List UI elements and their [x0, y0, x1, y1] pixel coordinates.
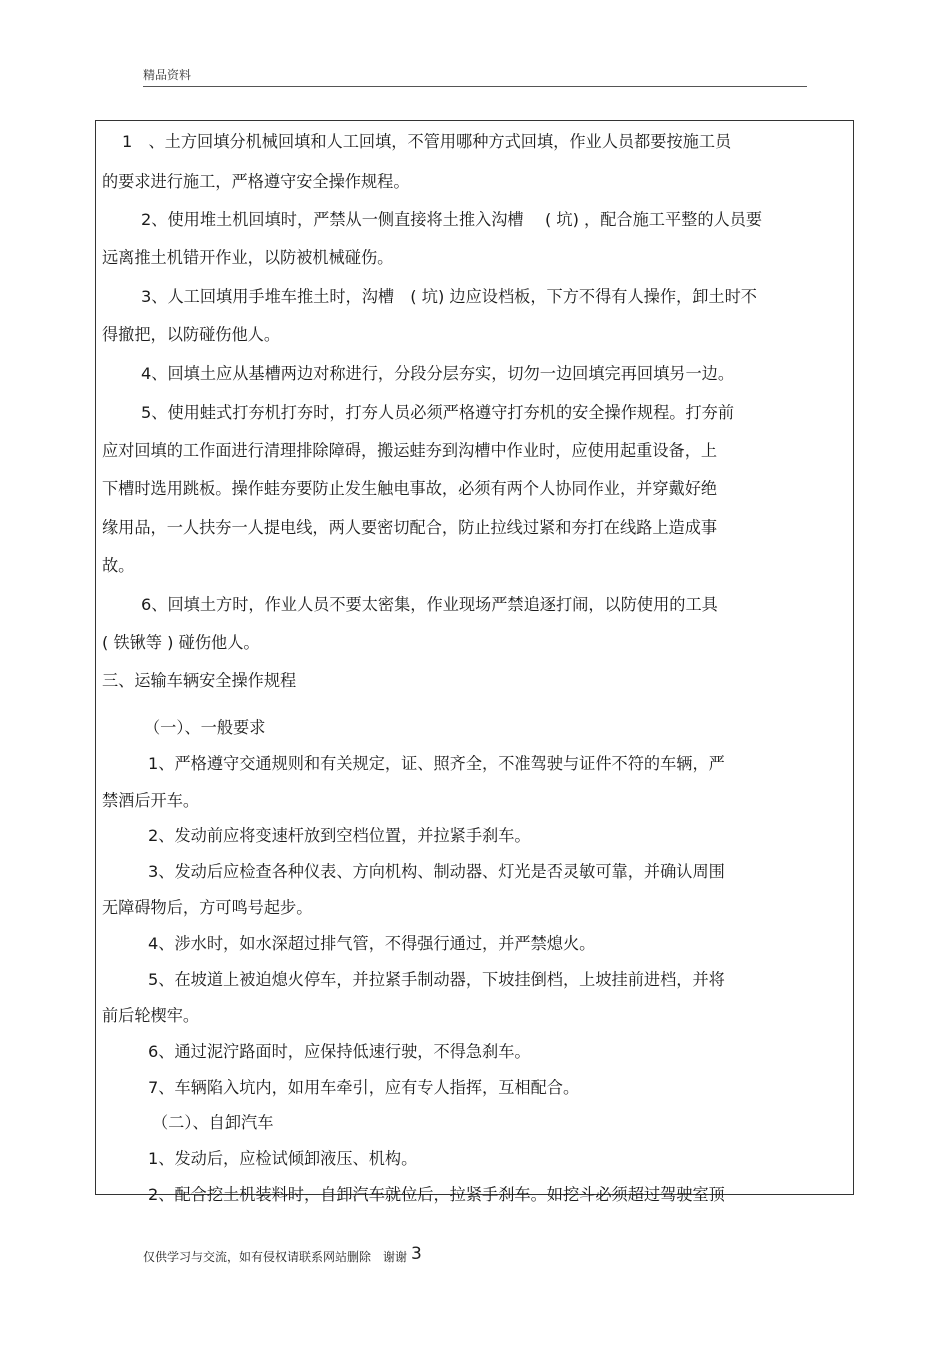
text-line: 缘用品，一人扶夯一人提电线，两人要密切配合，防止拉线过紧和夯打在线路上造成事 [102, 518, 718, 537]
page-number: 3 [411, 1244, 422, 1264]
text-line: 5、在坡道上被迫熄火停车，并拉紧手制动器，下坡挂倒档，上坡挂前进档，并将 [148, 970, 725, 989]
text-line: 应对回填的工作面进行清理排除障碍，搬运蛙夯到沟槽中作业时，应使用起重设备，上 [102, 441, 718, 460]
text-line: 得撤把，以防碰伤他人。 [102, 325, 281, 344]
text-line: 的要求进行施工，严格遵守安全操作规程。 [102, 172, 410, 191]
text-line: ( 铁锹等 ) 碰伤他人。 [102, 633, 260, 652]
text-line: 1、发动后，应检试倾卸液压、机构。 [148, 1149, 418, 1168]
text-line: 1 、土方回填分机械回填和人工回填，不管用哪种方式回填，作业人员都要按施工员 [122, 132, 732, 151]
text-line: 1、严格遵守交通规则和有关规定，证、照齐全，不准驾驶与证件不符的车辆，严 [148, 754, 725, 773]
content-box [95, 120, 854, 1204]
text-line: 6、回填土方时，作业人员不要太密集，作业现场严禁追逐打闹，以防使用的工具 [141, 595, 718, 614]
text-line: 4、回填土应从基槽两边对称进行，分段分层夯实，切勿一边回填完再回填另一边。 [141, 364, 735, 383]
text-line: 2、配合挖土机装料时，自卸汽车就位后，拉紧手刹车。如挖斗必须超过驾驶室顶 [148, 1185, 725, 1204]
text-line: 禁酒后开车。 [102, 791, 200, 810]
text-line: 3、人工回填用手堆车推土时，沟槽 ( 坑) 边应设档板，下方不得有人操作，卸土时不 [141, 287, 757, 306]
section-heading: 三、运输车辆安全操作规程 [102, 671, 297, 690]
text-line: 6、通过泥泞路面时，应保持低速行驶，不得急刹车。 [148, 1042, 531, 1061]
text-line: 前后轮楔牢。 [102, 1006, 200, 1025]
header-rule [143, 86, 807, 87]
text-line: 故。 [102, 556, 135, 575]
subsection-heading: （一）、一般要求 [144, 718, 266, 737]
text-line: 2、发动前应将变速杆放到空档位置，并拉紧手刹车。 [148, 826, 531, 845]
text-line: 2、使用堆土机回填时，严禁从一侧直接将土推入沟槽 ( 坑) ，配合施工平整的人员要 [141, 210, 763, 229]
header-label: 精品资料 [143, 68, 192, 82]
text-line: 下槽时选用跳板。操作蛙夯要防止发生触电事故，必须有两个人协同作业，并穿戴好绝 [102, 479, 718, 498]
text-line: 7、车辆陷入坑内，如用车牵引，应有专人指挥，互相配合。 [148, 1078, 580, 1097]
text-line: 远离推土机错开作业，以防被机械碰伤。 [102, 248, 394, 267]
text-line: 无障碍物后，方可鸣号起步。 [102, 898, 313, 917]
text-line: 4、涉水时，如水深超过排气管，不得强行通过，并严禁熄火。 [148, 934, 596, 953]
text-line: 3、发动后应检查各种仪表、方向机构、制动器、灯光是否灵敏可靠，并确认周围 [148, 862, 725, 881]
text-line: 5、使用蛙式打夯机打夯时，打夯人员必须严格遵守打夯机的安全操作规程。打夯前 [141, 403, 735, 422]
subsection-heading: （二）、自卸汽车 [152, 1113, 274, 1132]
footer-note: 仅供学习与交流，如有侵权请联系网站删除 谢谢 [143, 1250, 408, 1264]
